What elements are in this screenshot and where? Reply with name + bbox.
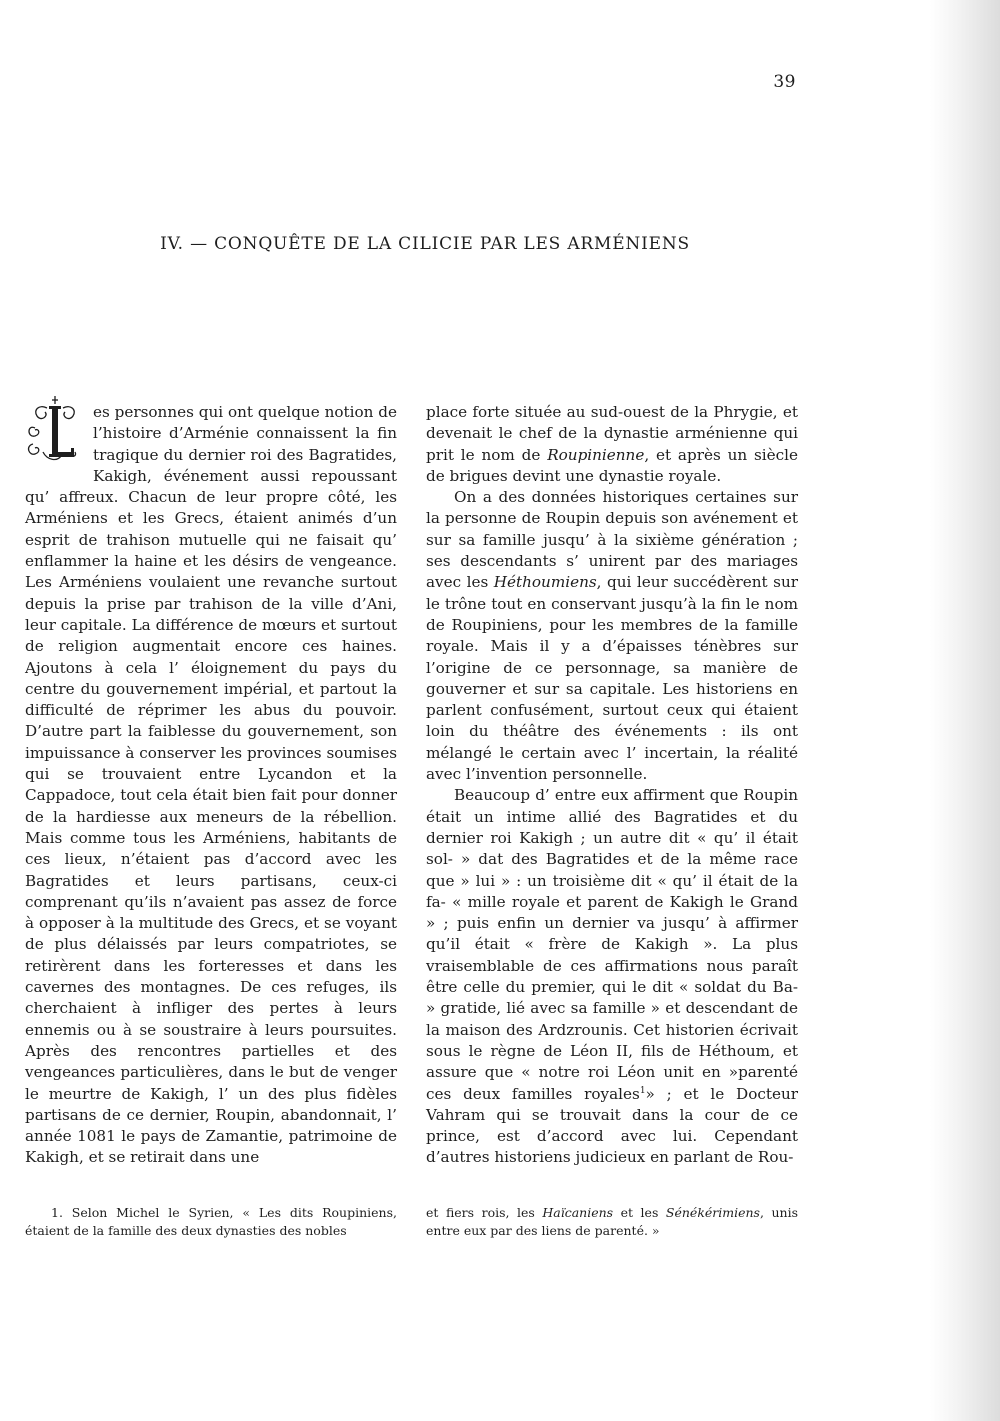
footnote-reference[interactable]: 1 bbox=[639, 1085, 646, 1096]
ornamental-initial-icon bbox=[25, 394, 83, 468]
chapter-title: IV. — CONQUÊTE DE LA CILICIE PAR LES ARMÉNIENS bbox=[160, 234, 690, 254]
page-number: 39 bbox=[773, 72, 796, 92]
paragraph bbox=[426, 402, 798, 487]
text-run: , unis entre eux par des liens de parenté. » bbox=[426, 1205, 798, 1238]
footnote-text-continued bbox=[426, 1204, 798, 1239]
paragraph bbox=[426, 785, 798, 1168]
italic-term: Héthoumiens bbox=[493, 573, 597, 592]
text-run: On a des données historiques certaines sur la personne de Roupin depuis son avénement et sur sa famille jusqu’ à la sixième génération ; ses descendants s’ unirent par des mariages avec les bbox=[426, 488, 798, 592]
left-text-column bbox=[25, 402, 397, 1169]
text-run: et les bbox=[613, 1205, 666, 1220]
text-run: , et après un siècle de brigues devint une dynastie royale. bbox=[426, 445, 798, 485]
text-run: et fiers rois, les bbox=[426, 1205, 543, 1220]
italic-term: Haïcaniens bbox=[542, 1205, 614, 1220]
text-run: place forte située au sud-ouest de la Phrygie, et devenait le chef de la dynastie arménienne qui prit le nom de bbox=[426, 403, 798, 464]
footnote-left-column bbox=[25, 1204, 397, 1239]
footnote-right-column bbox=[426, 1204, 798, 1239]
text-run: Beaucoup d’ entre eux affirment que Roupin était un intime allié des Bagratides et du dernier roi Kakigh ; un autre dit « qu’ il était sol- » dat des Bagratides et de la même race que » lui » : un troisième dit « qu’ il était de la fa- « mille royale et parent de Kakigh le Grand » ; puis enfin un dernier va jusqu’ à affirmer qu’il était « frère de Kakigh ». La plus vraisemblable de ces affirmations nous paraît être celle du premier, qui le dit « soldat du Ba- » gratide, lié avec sa famille » et descendant de la maison des Ardzrounis. Cet historien écrivait sous le règne de Léon II, fils de Héthoum, et assure que « notre roi Léon unit en »parenté ces deux familles royales bbox=[426, 786, 798, 1103]
italic-term: Roupinienne bbox=[547, 445, 645, 464]
paragraph bbox=[426, 487, 798, 785]
footnote-text: 1. Selon Michel le Syrien, « Les dits Roupiniens, étaient de la famille des deux dynasties des nobles bbox=[25, 1205, 397, 1238]
right-text-column bbox=[426, 402, 798, 1169]
italic-term: Sénékérimiens bbox=[665, 1205, 760, 1220]
text-run: » ; et le Docteur Vahram qui se trouvait dans la cour de ce prince, est d’accord avec lui. Cependant d’autres historiens judicieux en parlant de Rou- bbox=[426, 1084, 798, 1167]
ornamental-dropcap bbox=[25, 394, 83, 468]
opening-paragraph bbox=[25, 402, 397, 1169]
opening-paragraph-text: es personnes qui ont quelque notion de l’histoire d’Arménie connaissent la fin tragique du dernier roi des Bagratides, Kakigh, événement aussi repoussant qu’ affreux. Chacun de leur propre côté, les Arméniens et les Grecs, étaient animés d’un esprit de trahison mutuelle qui ne faisait qu’ enflammer la haine et les désirs de vengeance. Les Arméniens voulaient une revanche surtout depuis la prise par trahison de la ville d’Ani, leur capitale. La différence de mœurs et surtout de religion augmentait encore ces haines. Ajoutons à cela l’ éloignement du pays du centre du gouvernement impérial, et partout la difficulté de réprimer les abus du pouvoir. D’autre part la faiblesse du gouvernement, son impuissance à conserver les provinces soumises qui se trouvaient entre Lycandon et la Cappadoce, tout cela était bien fait pour donner de la hardiesse aux meneurs de la rébellion. Mais comme tous les Arméniens, habitants de ces lieux, n’étaient pas d’accord avec les Bagratides et leurs partisans, ceux-ci comprenant qu’ils n’avaient pas assez de force à opposer à la multitude des Grecs, et se voyant de plus délaissés par leurs compatriotes, se retirèrent dans les forteresses et dans les cavernes des montagnes. De ces refuges, ils cherchaient à infliger des pertes à leurs ennemis ou à se soustraire à leurs poursuites. Après des rencontres partielles et des vengeances particulières, dans le but de venger le meurtre de Kakigh, l’ un des plus fidèles partisans de ce dernier, Roupin, abandonnait, l’ année 1081 le pays de Zamantie, patrimoine de Kakigh, et se retirait dans une bbox=[25, 403, 397, 1167]
text-run: , qui leur succédèrent sur le trône tout en conservant jusqu’à la fin le nom de Roupiniens, pour les membres de la famille royale. Mais il y a d’épaisses ténèbres sur l’origine de ce personnage, sa manière de gouverner et sur sa capitale. Les historiens en parlent confusément, surtout ceux qui étaient loin du théâtre des événements : ils ont mélangé le certain avec l’ incertain, la réalité avec l’invention personnelle. bbox=[426, 573, 798, 784]
